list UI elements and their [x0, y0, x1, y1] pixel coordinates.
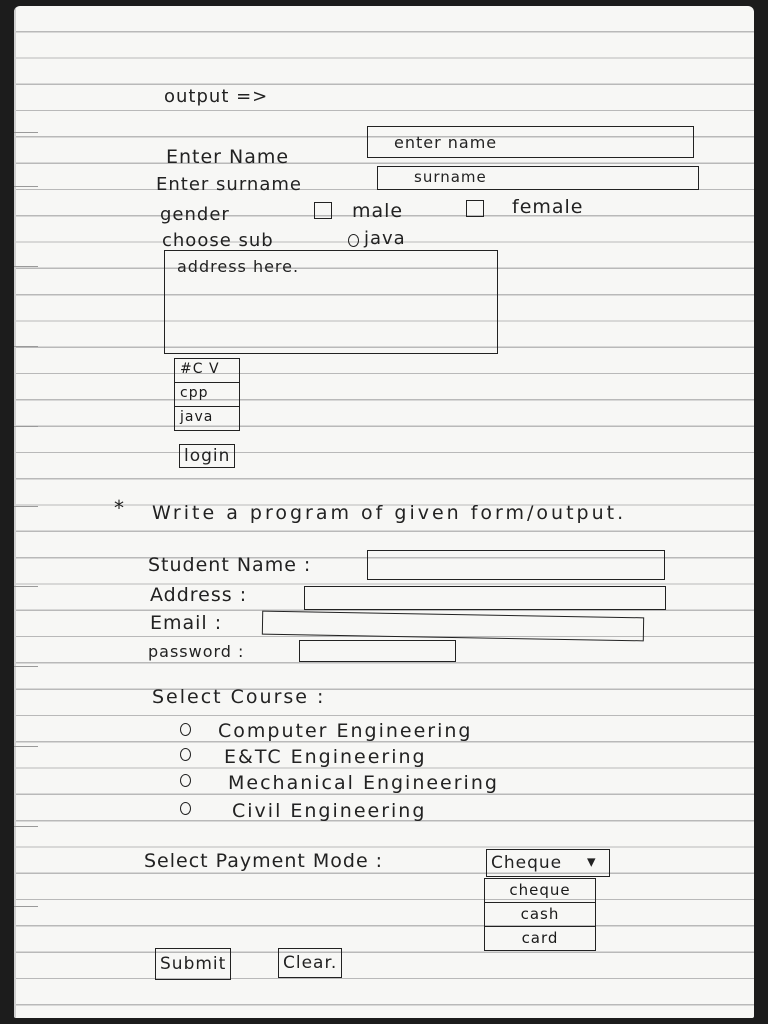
login-button[interactable]: login [179, 444, 235, 468]
language-list[interactable] [174, 358, 240, 431]
margin-tick [14, 426, 38, 427]
payment-selected: Cheque [491, 853, 563, 873]
student-name-label: Student Name : [148, 554, 312, 576]
course-radio-mechanical[interactable] [180, 774, 191, 787]
female-checkbox[interactable] [466, 200, 484, 217]
payment-option[interactable]: cheque [485, 879, 595, 903]
address-placeholder: address here. [177, 257, 300, 276]
page-margin [14, 6, 16, 1018]
email-label: Email : [150, 612, 223, 634]
margin-tick [14, 826, 38, 827]
male-checkbox[interactable] [314, 202, 332, 219]
submit-button[interactable]: Submit [155, 948, 231, 980]
java-radio-label: java [364, 228, 406, 249]
course-radio-civil[interactable] [180, 802, 191, 815]
list-item[interactable]: #C V [175, 359, 239, 383]
course-label: Mechanical Engineering [228, 772, 499, 794]
payment-label: Select Payment Mode : [144, 850, 384, 872]
name-input[interactable] [367, 126, 694, 158]
payment-options[interactable] [484, 878, 596, 951]
student-name-input[interactable] [367, 550, 665, 580]
surname-input-value: surname [414, 168, 487, 186]
margin-tick [14, 586, 38, 587]
select-course-label: Select Course : [152, 686, 326, 708]
name-input-value: enter name [394, 133, 498, 152]
payment-select[interactable] [486, 849, 610, 877]
dropdown-arrow-icon: ▾ [587, 852, 597, 872]
margin-tick [14, 186, 38, 187]
task-text: Write a program of given form/output. [152, 502, 627, 524]
notebook-page [14, 6, 754, 1018]
list-item[interactable]: cpp [175, 383, 239, 407]
address-textarea[interactable] [164, 250, 498, 354]
margin-tick [14, 132, 38, 133]
course-radio-entc[interactable] [180, 748, 191, 761]
output-header: output => [164, 86, 269, 107]
margin-tick [14, 746, 38, 747]
password-input[interactable] [299, 640, 456, 662]
address-label: Address : [150, 584, 248, 606]
margin-tick [14, 346, 38, 347]
payment-option[interactable]: cash [485, 903, 595, 927]
surname-input[interactable] [377, 166, 699, 190]
female-label: female [512, 196, 584, 218]
surname-label: Enter surname [156, 174, 302, 195]
margin-tick [14, 266, 38, 267]
task-bullet: * [114, 496, 125, 520]
email-input[interactable] [262, 611, 644, 642]
subject-label: choose sub [162, 230, 274, 251]
margin-tick [14, 506, 38, 507]
course-radio-computer[interactable] [180, 723, 191, 736]
scroll-arrow-icon: V [208, 361, 220, 377]
male-label: male [352, 200, 404, 222]
clear-button[interactable]: Clear. [278, 948, 342, 978]
course-label: E&TC Engineering [224, 746, 427, 768]
java-radio[interactable] [348, 234, 359, 247]
course-label: Civil Engineering [232, 800, 427, 822]
name-label: Enter Name [166, 146, 290, 168]
list-item[interactable]: java [180, 409, 214, 425]
course-label: Computer Engineering [218, 720, 473, 742]
payment-option[interactable]: card [521, 929, 559, 947]
margin-tick [14, 666, 38, 667]
gender-label: gender [160, 204, 230, 225]
margin-tick [14, 906, 38, 907]
password-label: password : [148, 642, 245, 661]
address-input[interactable] [304, 586, 666, 610]
